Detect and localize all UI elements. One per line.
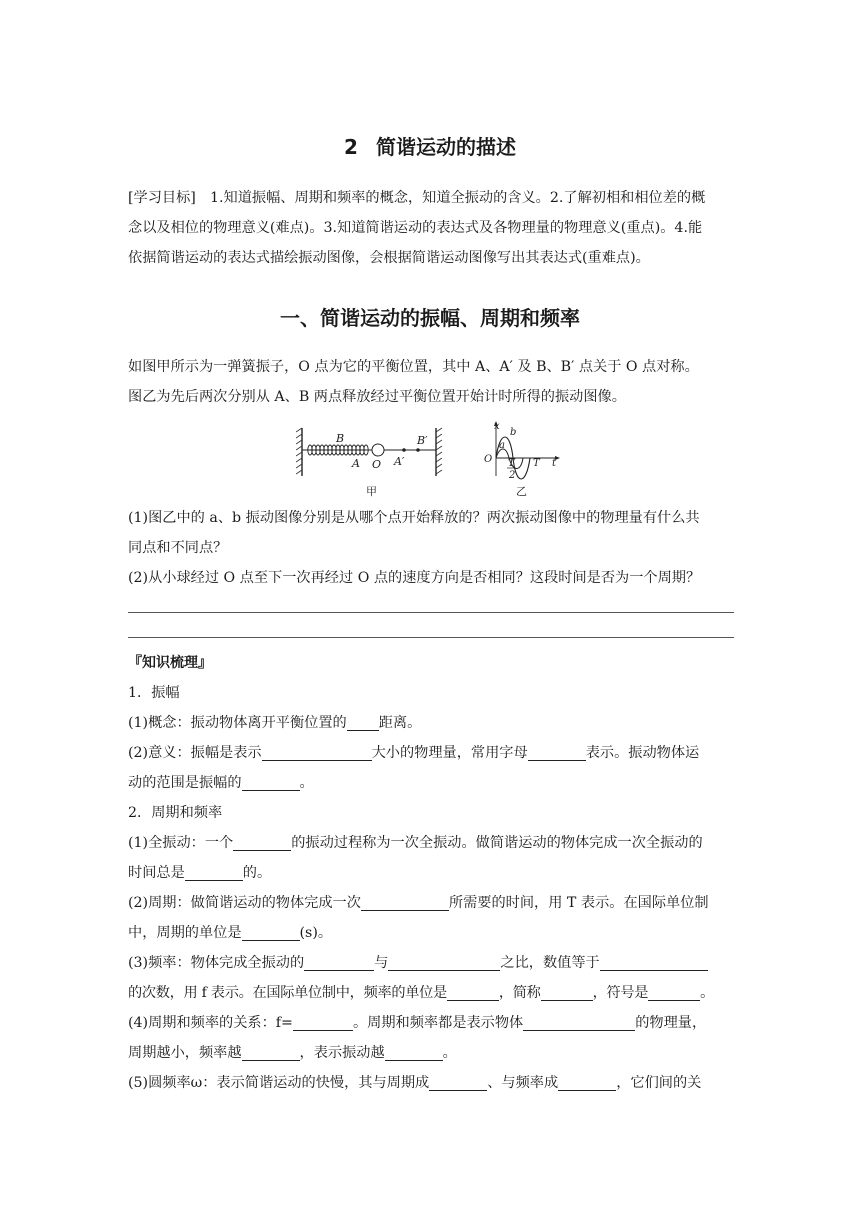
page-title	[0, 131, 860, 160]
fill-blank[interactable]	[293, 1014, 353, 1031]
knowledge-content	[128, 678, 734, 1098]
item-line: (5)圆频率ω：表示简谐运动的快慢，其与周期成 、与频率成 ，它们间的关	[128, 1075, 702, 1091]
title-text: 简谐运动的描述	[375, 135, 516, 159]
item-line: (3)频率：物体完成全振动的 与 之比，数值等于	[128, 948, 734, 978]
label-A: A	[352, 457, 360, 470]
period-T-label: T	[533, 458, 540, 469]
spring-oscillator-figure	[296, 420, 446, 500]
item-line: (1)概念：振动物体离开平衡位置的 距离。	[128, 715, 422, 731]
fill-blank[interactable]	[388, 954, 500, 971]
item-line: (2)意义：振幅是表示 大小的物理量，常用字母 表示。振动物体运	[128, 745, 700, 761]
fill-blank[interactable]	[648, 984, 700, 1001]
curve-b-label: b	[510, 427, 517, 438]
item-line: (4)周期和频率的关系：f= 。周期和频率都是表示物体 的物理量，	[128, 1015, 707, 1031]
title-number: 2	[344, 135, 358, 159]
item-line: (1)全振动：一个 的振动过程称为一次全振动。做简谐运动的物体完成一次全振动的	[128, 835, 703, 851]
figure-caption-yi: 乙	[516, 485, 527, 498]
fill-blank[interactable]	[347, 714, 379, 731]
intro-paragraph	[128, 352, 734, 412]
fill-blank[interactable]	[429, 1074, 487, 1091]
fill-blank[interactable]	[185, 864, 243, 881]
fill-blank[interactable]	[558, 1074, 616, 1091]
knowledge-heading: 『知识梳理』	[128, 655, 212, 671]
t-half-numerator: T	[508, 458, 515, 469]
fill-blank[interactable]	[385, 1044, 443, 1061]
fill-blank[interactable]	[242, 774, 300, 791]
curve-a-label: a	[499, 440, 505, 451]
item-line: (2)周期：做简谐运动的物体完成一次 所需要的时间，用 T 表示。在国际单位制	[128, 895, 709, 911]
fill-blank[interactable]	[233, 834, 291, 851]
fill-blank[interactable]	[541, 984, 593, 1001]
answer-line	[128, 612, 734, 613]
item-line: 周期越小，频率越 ，表示振动越 。	[128, 1045, 457, 1061]
objectives-line: [学习目标] 1.知道振幅、周期和频率的概念，知道全振动的含义。2.了解初相和相位差的概	[128, 190, 706, 206]
item-line: 的次数，用 f 表示。在国际单位制中，频率的单位是 ，简称 ，符号是 。	[128, 985, 715, 1001]
fill-blank[interactable]	[361, 894, 449, 911]
objectives-line: 念以及相位的物理意义(难点)。3.知道简谐运动的表达式及各物理量的物理意义(重点)。4.能	[128, 220, 703, 236]
axis-t-label: t	[552, 458, 557, 469]
objectives-line: 依据简谐运动的表达式描绘振动图像，会根据简谐运动图像写出其表达式(重难点)。	[128, 250, 650, 266]
questions	[128, 503, 734, 593]
learning-objectives	[128, 183, 734, 273]
fill-blank[interactable]	[528, 744, 586, 761]
oscillator-ball	[372, 444, 384, 456]
label-O: O	[372, 458, 382, 471]
fill-blank[interactable]	[242, 1044, 300, 1061]
question-line: 同点和不同点？	[128, 540, 228, 556]
subheading-amplitude: 1．振幅	[128, 685, 180, 701]
axis-x-label: x	[494, 421, 500, 432]
fill-blank[interactable]	[304, 954, 374, 971]
intro-line: 如图甲所示为一弹簧振子，O 点为它的平衡位置，其中 A、A′ 及 B、B′ 点关于 O 点对称。	[128, 359, 699, 375]
item-line: 中，周期的单位是 (s)。	[128, 925, 333, 941]
intro-line: 图乙为先后两次分别从 A、B 两点释放经过平衡位置开始计时所得的振动图像。	[128, 389, 626, 405]
origin-label: O	[484, 454, 493, 465]
item-line: 时间总是 的。	[128, 865, 272, 881]
question-line: (2)从小球经过 O 点至下一次再经过 O 点的速度方向是否相同？这段时间是否为一个周期？	[128, 570, 701, 586]
fill-blank[interactable]	[523, 1014, 635, 1031]
subheading-period-frequency: 2．周期和频率	[128, 805, 223, 821]
fill-blank[interactable]	[262, 744, 372, 761]
section-heading: 一、简谐运动的振幅、周期和频率	[280, 306, 580, 330]
label-B-prime: B′	[417, 434, 428, 447]
fill-blank[interactable]	[600, 954, 708, 971]
question-line: (1)图乙中的 a、b 振动图像分别是从哪个点开始释放的？两次振动图像中的物理量有什么共	[128, 510, 700, 526]
label-B: B	[336, 432, 345, 445]
item-line: 动的范围是振幅的 。	[128, 775, 314, 791]
fill-blank[interactable]	[447, 984, 499, 1001]
answer-line	[128, 637, 734, 638]
label-A-prime: A′	[394, 455, 405, 468]
figure-caption-jia: 甲	[366, 485, 377, 498]
t-half-denominator: 2	[509, 470, 516, 481]
vibration-graph-figure	[480, 418, 564, 500]
fill-blank[interactable]	[242, 924, 300, 941]
